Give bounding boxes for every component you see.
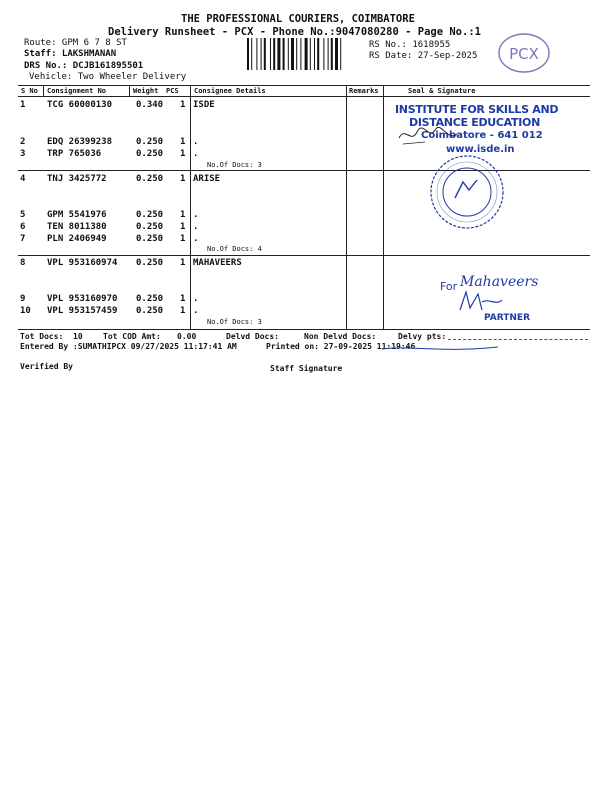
- barcode-bar: [251, 38, 252, 70]
- col-divider: [190, 171, 191, 255]
- barcode-bar: [300, 38, 301, 70]
- consignment-no: TEN 8011380: [47, 222, 107, 232]
- consignee: ARISE: [193, 174, 221, 184]
- non-delvd-docs: Non Delvd Docs:: [304, 332, 377, 341]
- vehicle: Vehicle: Two Wheeler Delivery: [29, 72, 187, 82]
- col-divider: [383, 256, 384, 329]
- mahaveers-name: Mahaveers: [460, 274, 539, 290]
- consignee: .: [193, 210, 199, 220]
- sno: 4: [20, 174, 26, 184]
- weight: 0.250: [136, 234, 164, 244]
- barcode-bar: [247, 38, 249, 70]
- consignment-no: TNJ 3425772: [47, 174, 107, 184]
- consignee: .: [193, 306, 199, 316]
- tot-cod-label: Tot COD Amt:: [103, 332, 161, 341]
- sno: 2: [20, 137, 26, 147]
- consignee: .: [193, 137, 199, 147]
- mahaveers-role: PARTNER: [484, 313, 531, 323]
- sno: 3: [20, 149, 26, 159]
- pcs: 1: [180, 210, 186, 220]
- barcode-bar: [261, 38, 262, 70]
- consignee: MAHAVEERS: [193, 258, 242, 268]
- barcode-bar: [283, 38, 285, 70]
- round-office-seal: [427, 152, 507, 232]
- pcs: 1: [180, 294, 186, 304]
- barcode-bar: [323, 38, 324, 70]
- staff: Staff: LAKSHMANAN: [24, 49, 117, 59]
- svg-text:PCX: PCX: [509, 45, 539, 63]
- barcode-bar: [340, 38, 341, 70]
- consignment-no: EDQ 26399238: [47, 137, 113, 147]
- isde-seal-line3: Coimbatore - 641 012: [421, 130, 543, 141]
- docs-count: No.Of Docs: 3: [207, 318, 262, 326]
- weight: 0.250: [136, 137, 164, 147]
- col-divider: [383, 171, 384, 255]
- barcode-bar: [296, 38, 297, 70]
- col-divider: [190, 97, 191, 170]
- consignment-no: VPL 953157459: [47, 306, 118, 316]
- pcs: 1: [180, 258, 186, 268]
- weight: 0.250: [136, 306, 164, 316]
- weight: 0.250: [136, 210, 164, 220]
- barcode: [247, 38, 367, 70]
- pcs: 1: [180, 100, 186, 110]
- delvy-pts: Delvy pts:: [398, 332, 447, 341]
- consignee: .: [193, 294, 199, 304]
- sno: 10: [20, 306, 31, 316]
- sno: 6: [20, 222, 26, 232]
- signature-stroke: [380, 341, 500, 355]
- col-divider: [346, 256, 347, 329]
- isde-seal-line1: INSTITUTE FOR SKILLS AND: [395, 103, 559, 116]
- mahaveers-for: For: [440, 280, 458, 293]
- consignee: .: [193, 234, 199, 244]
- staff-signature: Staff Signature: [270, 364, 343, 373]
- docs-count: No.Of Docs: 3: [207, 161, 262, 169]
- weight: 0.340: [136, 100, 164, 110]
- pcs: 1: [180, 222, 186, 232]
- col-divider: [43, 85, 44, 96]
- group-rule: [18, 329, 590, 330]
- col-divider: [129, 85, 130, 96]
- barcode-bar: [305, 38, 308, 70]
- consignment-no: TRP 765036: [47, 149, 102, 159]
- sno: 9: [20, 294, 26, 304]
- delvy-pts-line: [448, 339, 588, 340]
- weight: 0.250: [136, 294, 164, 304]
- pcs: 1: [180, 234, 186, 244]
- consignment-no: PLN 2406949: [47, 234, 107, 244]
- consignee: ISDE: [193, 100, 215, 110]
- pcs: 1: [180, 174, 186, 184]
- tot-docs-label: Tot Docs:: [20, 332, 64, 341]
- barcode-bar: [314, 38, 315, 70]
- sno: 7: [20, 234, 26, 244]
- col-remarks: Remarks: [349, 87, 379, 95]
- weight: 0.250: [136, 149, 164, 159]
- sno: 8: [20, 258, 26, 268]
- barcode-bar: [331, 38, 333, 70]
- printed-on: Printed on: 27-09-2025 11:19:46: [266, 342, 416, 351]
- group-rule: [18, 255, 590, 256]
- barcode-bar: [328, 38, 329, 70]
- tot-cod-value: 0.00: [177, 332, 197, 341]
- weight: 0.250: [136, 174, 164, 184]
- consignment-no: VPL 953160970: [47, 294, 118, 304]
- col-seal: Seal & Signature: [408, 87, 476, 95]
- weight: 0.250: [136, 258, 164, 268]
- col-consignee: Consignee Details: [194, 87, 266, 95]
- col-divider: [383, 85, 384, 96]
- consignment-no: VPL 953160974: [47, 258, 118, 268]
- consignee: .: [193, 222, 199, 232]
- drs-number: DRS No.: DCJB161895501: [24, 61, 144, 71]
- rs-date: RS Date: 27-Sep-2025: [369, 51, 478, 61]
- col-divider: [346, 171, 347, 255]
- pcs: 1: [180, 149, 186, 159]
- header-top-rule: [18, 85, 590, 86]
- barcode-bar: [270, 38, 271, 70]
- col-pcs: PCS: [166, 87, 179, 95]
- barcode-bar: [288, 38, 289, 70]
- delvd-docs: Delvd Docs:: [226, 332, 279, 341]
- sno: 1: [20, 100, 26, 110]
- col-sno: S No: [21, 87, 38, 95]
- barcode-bar: [273, 38, 275, 70]
- col-divider: [190, 256, 191, 329]
- signature-scribble: [395, 120, 465, 150]
- consignee: .: [193, 149, 199, 159]
- rs-number: RS No.: 1618955: [369, 40, 451, 50]
- weight: 0.250: [136, 222, 164, 232]
- barcode-bar: [291, 38, 294, 70]
- partner-signature: [456, 288, 506, 316]
- barcode-bar: [317, 38, 319, 70]
- consignment-no: GPM 5541976: [47, 210, 107, 220]
- tot-docs-value: 10: [73, 332, 83, 341]
- col-divider: [346, 97, 347, 170]
- isde-seal-line2: DISTANCE EDUCATION: [409, 116, 540, 129]
- barcode-bar: [256, 38, 257, 70]
- docs-count: No.Of Docs: 4: [207, 245, 262, 253]
- header-bottom-rule: [18, 96, 590, 97]
- verified-by: Verified By: [20, 362, 73, 371]
- col-consignment: Consignment No: [47, 87, 107, 95]
- pcs: 1: [180, 137, 186, 147]
- barcode-bar: [264, 38, 266, 70]
- barcode-bar: [277, 38, 280, 70]
- barcode-bar: [310, 38, 311, 70]
- barcode-bar: [335, 38, 338, 70]
- pcx-stamp: [496, 30, 552, 76]
- company-title: THE PROFESSIONAL COURIERS, COIMBATORE: [181, 13, 415, 25]
- pcs: 1: [180, 306, 186, 316]
- consignment-no: TCG 60000130: [47, 100, 113, 110]
- col-weight: Weight: [133, 87, 159, 95]
- col-divider: [190, 85, 191, 96]
- col-divider: [346, 85, 347, 96]
- entered-by: Entered By :SUMATHIPCX 09/27/2025 11:17:41 AM: [20, 342, 237, 351]
- runsheet-subtitle: Delivery Runsheet - PCX - Phone No.:9047080280 - Page No.:1: [108, 26, 481, 38]
- col-divider: [383, 97, 384, 170]
- isde-seal-line4: www.isde.in: [446, 144, 515, 155]
- sno: 5: [20, 210, 26, 220]
- route: Route: GPM 6 7 8 ST: [24, 38, 127, 48]
